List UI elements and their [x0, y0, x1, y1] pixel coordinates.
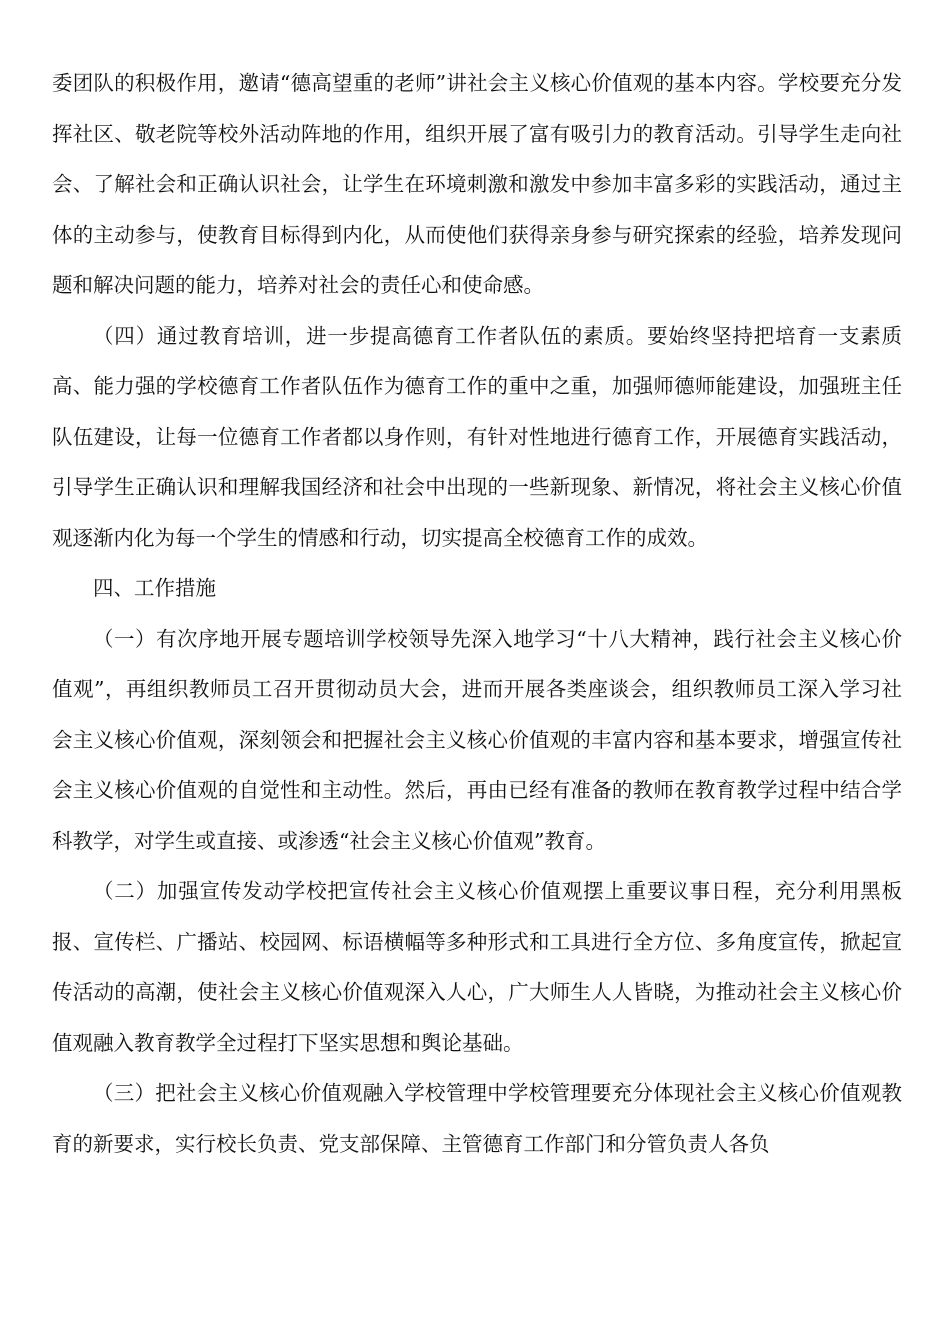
- section-heading-work-measures: 四、工作措施: [93, 576, 216, 600]
- paragraph-measure-1-training: （一）有次序地开展专题培训学校领导先深入地学习“十八大精神，践行社会主义核心价值观”，再组织教师员工召开贯彻动员大会，进而开展各类座谈会，组织教师员工深入学习社会主义核心价值观，深刻领会和把握社会主义核心价值观的丰富内容和基本要求，增强宣传社会主义核心价值观的自觉性和主动性。然后，再由已经有准备的教师在教育教学过程中结合学科教学，对学生或直接、或渗透“社会主义核心价值观”教育。: [52, 626, 902, 853]
- paragraph-measure-2-publicity: （二）加强宣传发动学校把宣传社会主义核心价值观摆上重要议事日程，充分利用黑板报、宣传栏、广播站、校园网、标语横幅等多种形式和工具进行全方位、多角度宣传，掀起宣传活动的高潮，使社会主义核心价值观深入人心，广大师生人人皆晓，为推动社会主义核心价值观融入教育教学全过程打下坚实思想和舆论基础。: [52, 879, 902, 1055]
- paragraph-measure-3-management: （三）把社会主义核心价值观融入学校管理中学校管理要充分体现社会主义核心价值观教育的新要求，实行校长负责、党支部保障、主管德育工作部门和分管负责人各负: [52, 1081, 902, 1156]
- paragraph-continuation: 委团队的积极作用，邀请“德高望重的老师”讲社会主义核心价值观的基本内容。学校要充分发挥社区、敬老院等校外活动阵地的作用，组织开展了富有吸引力的教育活动。引导学生走向社会、了解社会和正确认识社会，让学生在环境刺激和激发中参加丰富多彩的实践活动，通过主体的主动参与，使教育目标得到内化，从而使他们获得亲身参与研究探索的经验，培养发现问题和解决问题的能力，培养对社会的责任心和使命感。: [52, 71, 902, 297]
- paragraph-section-4-training: （四）通过教育培训，进一步提高德育工作者队伍的素质。要始终坚持把培育一支素质高、能力强的学校德育工作者队伍作为德育工作的重中之重，加强师德师能建设，加强班主任队伍建设，让每一位德育工作者都以身作则，有针对性地进行德育工作，开展德育实践活动，引导学生正确认识和理解我国经济和社会中出现的一些新现象、新情况，将社会主义核心价值观逐渐内化为每一个学生的情感和行动，切实提高全校德育工作的成效。: [52, 323, 902, 550]
